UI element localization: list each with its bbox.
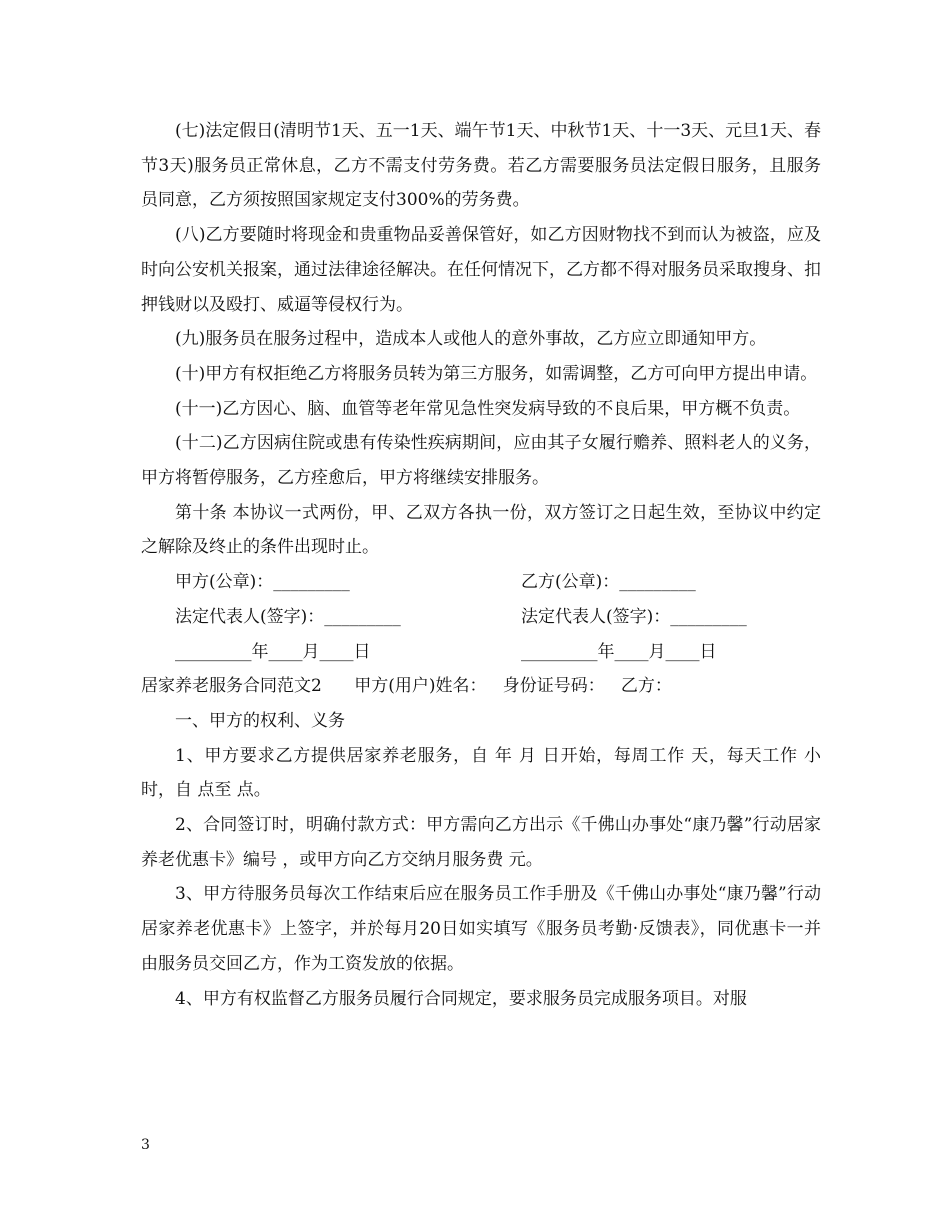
party-b-representative: 法定代表人(签字)：_________ <box>521 606 747 627</box>
clause-3-sign-off: 3、甲方待服务员每次工作结束后应在服务员工作手册及《千佛山办事处“康乃馨”行动居家养老优惠卡》上签字，并於每月20日如实填写《服务员考勤·反馈表》，同优惠卡一并由服务员交回乙方，作为工资发放的依据。 <box>141 884 821 974</box>
paragraph-hospitalization: (十二)乙方因病住院或患有传染性疾病期间，应由其子女履行赡养、照料老人的义务，甲方将暂停服务，乙方痊愈后，甲方将继续安排服务。 <box>141 433 821 489</box>
party-b-date: _________年____月____日 <box>521 641 717 662</box>
page-number: 3 <box>141 1137 150 1153</box>
clause-4-supervision: 4、甲方有权监督乙方服务员履行合同规定，要求服务员完成服务项目。对服 <box>175 988 747 1009</box>
clause-1-service-schedule: 1、甲方要求乙方提供居家养老服务，自 年 月 日开始，每周工作 天，每天工作 小时，自 点至 点。 <box>141 745 821 801</box>
section-heading-rights: 一、甲方的权利、义务 <box>175 710 345 731</box>
paragraph-article-ten: 第十条 本协议一式两份，甲、乙双方各执一份，双方签订之日起生效，至协议中约定之解除及终止的条件出现时止。 <box>141 502 821 558</box>
paragraph-third-party: (十)甲方有权拒绝乙方将服务员转为第三方服务，如需调整，乙方可向甲方提出申请。 <box>175 363 818 384</box>
party-a-representative: 法定代表人(签字)：_________ <box>175 606 401 627</box>
signature-row-date <box>141 635 821 670</box>
paragraph-accidents: (九)服务员在服务过程中，造成本人或他人的意外事故，乙方应立即通知甲方。 <box>175 329 767 350</box>
signature-row-representative <box>141 600 821 635</box>
paragraph-acute-illness: (十一)乙方因心、脑、血管等老年常见急性突发病导致的不良后果，甲方概不负责。 <box>175 398 801 419</box>
clause-2-payment: 2、合同签订时，明确付款方式：甲方需向乙方出示《千佛山办事处“康乃馨”行动居家养老优惠卡》编号 ，或甲方向乙方交纳月服务费 元。 <box>141 815 821 870</box>
contract-sample-title: 居家养老服务合同范文2 甲方(用户)姓名： 身份证号码： 乙方： <box>141 676 672 697</box>
document-body <box>141 114 821 1016</box>
signature-row-seal <box>141 565 821 600</box>
party-a-date: _________年____月____日 <box>175 641 371 662</box>
paragraph-valuables: (八)乙方要随时将现金和贵重物品妥善保管好，如乙方因财物找不到而认为被盗，应及时向公安机关报案，通过法律途径解决。在任何情况下，乙方都不得对服务员采取搜身、扣押钱财以及殴打、威逼等侵权行为。 <box>141 225 821 315</box>
party-a-seal: 甲方(公章)：_________ <box>175 572 350 593</box>
paragraph-holidays: (七)法定假日(清明节1天、五一1天、端午节1天、中秋节1天、十一3天、元旦1天、春节3天)服务员正常休息，乙方不需支付劳务费。若乙方需要服务员法定假日服务，且服务员同意，乙方须按照国家规定支付300%的劳务费。 <box>141 121 821 211</box>
party-b-seal: 乙方(公章)：_________ <box>521 572 696 593</box>
